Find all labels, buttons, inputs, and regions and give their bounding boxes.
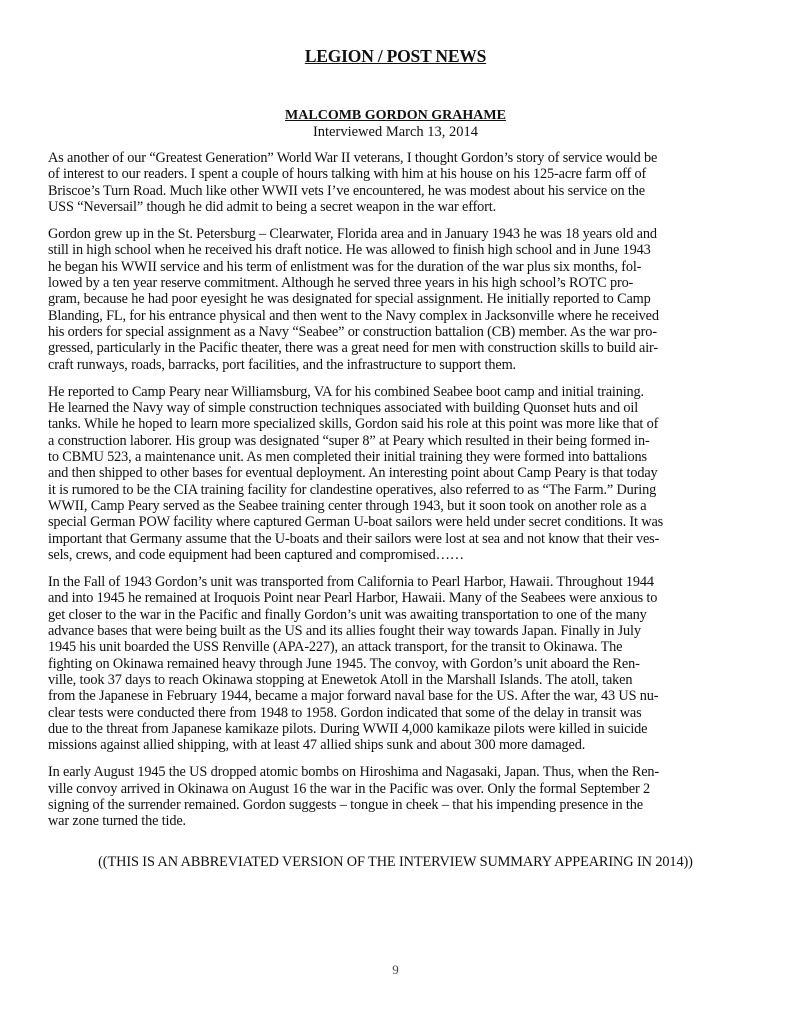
paragraph-line: sels, crews, and code equipment had been captured and compromised…… [48, 546, 464, 563]
paragraph-line: get closer to the war in the Pacific and finally Gordon’s unit was awaiting transportation to one of the many [48, 606, 647, 623]
paragraph-line: He learned the Navy way of simple construction techniques associated with building Quonset huts and oil [48, 400, 639, 417]
paragraph-line: Blanding, FL, for his entrance physical and then went to the Navy complex in Jacksonville where he received [48, 307, 659, 324]
paragraph-line: his orders for special assignment as a Navy “Seabee” or construction battalion (CB) member. As the war pro- [48, 323, 657, 340]
paragraph-line: to CBMU 523, a maintenance unit. As men completed their initial training they were formed into battalions [48, 449, 647, 466]
paragraph-line: war zone turned the tide. [48, 813, 186, 830]
paragraph-line: fighting on Okinawa remained heavy through June 1945. The convoy, with Gordon’s unit aboard the Ren- [48, 655, 640, 672]
interview-date: Interviewed March 13, 2014 [312, 124, 479, 140]
paragraph-line: gram, because he had poor eyesight he was designated for special assignment. He initially reported to Camp [48, 291, 651, 308]
paragraph-line: of interest to our readers. I spent a couple of hours talking with him at his house on his 125-acre farm off of [48, 166, 647, 183]
article-paragraph [48, 574, 768, 753]
paragraph-line: gressed, particularly in the Pacific theater, there was a great need for men with construction skills to build air- [48, 340, 658, 357]
paragraph-line: advance bases that were being built as the US and its allies fought their way towards Japan. Finally in July [48, 623, 641, 640]
paragraph-line: lowed by a ten year reserve commitment. Although he served three years in his high school’s ROTC pro- [48, 275, 634, 292]
paragraph-line: craft runways, roads, barracks, port facilities, and the infrastructure to support them. [48, 356, 516, 373]
paragraph-line: and then shipped to other bases for eventual deployment. An interesting point about Camp Peary is that today [48, 465, 658, 482]
paragraph-line: he began his WWII service and his term of enlistment was for the duration of the war plus six months, fol- [48, 258, 642, 275]
paragraph-line: 1945 his unit boarded the USS Renville (APA-227), an attack transport, for the transit to Okinawa. The [48, 639, 623, 656]
paragraph-line: still in high school when he received his draft notice. He was allowed to finish high school and in June 1943 [48, 242, 651, 259]
paragraph-line: In the Fall of 1943 Gordon’s unit was transported from California to Pearl Harbor, Hawaii. Throughout 1944 [48, 574, 654, 591]
article-paragraph [48, 226, 768, 373]
paragraph-line: As another of our “Greatest Generation” World War II veterans, I thought Gordon’s story of service would be [48, 150, 658, 166]
paragraph-line: He reported to Camp Peary near Williamsburg, VA for his combined Seabee boot camp and initial training. [48, 383, 644, 400]
paragraph-line: a construction laborer. His group was designated “super 8” at Peary which resulted in their being formed in- [48, 432, 650, 449]
paragraph-line: it is rumored to be the CIA training facility for clandestine operatives, also referred to as “The Farm.” During [48, 481, 657, 498]
paragraph-line: signing of the surrender remained. Gordon suggests – tongue in cheek – that his impending presence in the [48, 796, 643, 813]
closing-note: ((THIS IS AN ABBREVIATED VERSION OF THE INTERVIEW SUMMARY APPEARING IN 2014)) [98, 854, 693, 870]
paragraph-line: WWII, Camp Peary served as the Seabee training center through 1943, but it soon took on another role as a [48, 497, 647, 514]
paragraph-line: special German POW facility where captured German U-boat sailors were held under secret conditions. It was [48, 514, 664, 531]
paragraph-line: ville, took 37 days to reach Okinawa stopping at Enewetok Atoll in the Marshall Islands. The atoll, taken [48, 671, 633, 688]
article-paragraph [48, 764, 768, 829]
paragraph-line: and into 1945 he remained at Iroquois Point near Pearl Harbor, Hawaii. Many of the Seabees were anxious to [48, 590, 658, 607]
article-paragraph [48, 384, 768, 563]
paragraph-line: missions against allied shipping, with at least 47 allied ships sunk and about 300 more damaged. [48, 737, 586, 754]
paragraph-line: due to the threat from Japanese kamikaze pilots. During WWII 4,000 kamikaze pilots were killed in suicide [48, 720, 648, 737]
paragraph-line: Gordon grew up in the St. Petersburg – Clearwater, Florida area and in January 1943 he was 18 years old and [48, 226, 657, 243]
article-body [48, 150, 768, 841]
page-number: 9 [392, 962, 399, 977]
page-title: LEGION / POST NEWS [304, 46, 487, 66]
paragraph-line: Briscoe’s Turn Road. Much like other WWII vets I’ve encountered, he was modest about his service on the [48, 182, 645, 199]
paragraph-line: tanks. While he hoped to learn more specialized skills, Gordon said his role at this point was more like that of [48, 416, 659, 433]
paragraph-line: from the Japanese in February 1944, became a major forward naval base for the US. After the war, 43 US nu- [48, 688, 659, 705]
paragraph-line: In early August 1945 the US dropped atomic bombs on Hiroshima and Nagasaki, Japan. Thus, when the Ren- [48, 764, 660, 781]
paragraph-line: important that Germany assume that the U-boats and their sailors were lost at sea and not know that their ves- [48, 530, 660, 547]
paragraph-line: USS “Neversail” though he did admit to being a secret weapon in the war effort. [48, 198, 497, 215]
article-paragraph [48, 150, 768, 215]
subject-name: MALCOMB GORDON GRAHAME [285, 108, 506, 123]
paragraph-line: clear tests were conducted there from 1948 to 1958. Gordon indicated that some of the delay in transit was [48, 704, 642, 721]
paragraph-line: ville convoy arrived in Okinawa on August 16 the war in the Pacific was over. Only the formal September 2 [48, 780, 651, 797]
